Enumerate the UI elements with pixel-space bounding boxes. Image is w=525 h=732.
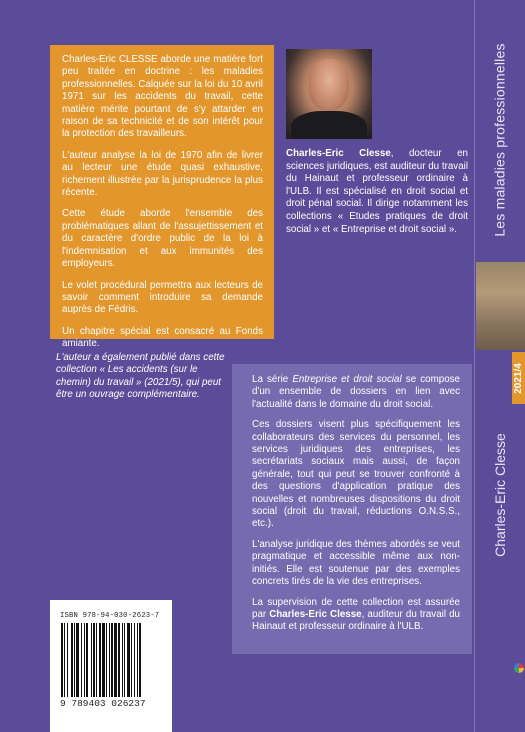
barcode-stripe <box>106 623 107 697</box>
barcode-stripe <box>93 623 95 697</box>
barcode-stripe <box>86 623 88 697</box>
barcode-stripe <box>131 623 132 697</box>
publisher-logo-icon <box>514 663 524 673</box>
spine-series-title-text: Les maladies professionnelles <box>492 43 509 237</box>
series-name: Entreprise et droit social <box>292 374 402 385</box>
summary-paragraph: Charles-Eric CLESSE aborde une matière fort peu traitée en doctrine : les maladies professionnelles. Calquée sur la loi du 10 avril 1971 sur les accidents du travail, cette matière mérite pourtant de s'y attarder en raison de sa technicité et de son intérêt pour la protection des travailleurs. <box>62 54 263 140</box>
author-name: Charles-Eric Clesse <box>286 148 391 159</box>
spine-author <box>476 410 524 580</box>
also-published-note: L'auteur a également publié dans cette collection « Les accidents (sur le chemin) du travail » (2021/5), qui peut être un ouvrage complémentaire. <box>56 352 225 401</box>
barcode-stripe <box>114 623 117 697</box>
barcode-stripe <box>71 623 73 697</box>
spine-series-title <box>476 40 524 240</box>
summary-paragraph: Cette étude aborde l'ensemble des problématiques allant de l'assujettissement et du caractère d'ordre public de la loi à l'indemnisation et aux immunités des employeurs. <box>62 208 263 270</box>
collection-paragraph: Ces dossiers visent plus spécifiquement les collaborateurs des services du personnel, les services juridiques des entreprises, les secrétariats sociaux mais aussi, de façon générale, tout qui peut se trouver confronté à des questions d'application pratique des nouvelles et nombreuses dispositions du droit social (droit du travail, réductions O.N.S.S., etc.). <box>252 419 460 530</box>
collection-paragraph: La supervision de cette collection est assurée par Charles-Eric Clesse, auditeur du travail du Hainaut et professeur ordinaire à l'ULB. <box>252 596 460 633</box>
barcode-stripe <box>61 623 63 697</box>
barcode-stripe <box>96 623 97 697</box>
barcode-stripe <box>99 623 101 697</box>
barcode-bars <box>60 623 164 697</box>
spine-divider <box>474 0 475 732</box>
barcode-stripe <box>102 623 105 697</box>
summary-paragraph: Le volet procédural permettra aux lecteurs de savoir comment introduire sa demande auprès de Fédris. <box>62 279 263 316</box>
barcode-stripe <box>64 623 65 697</box>
spine-author-text: Charles-Eric Clesse <box>492 433 509 557</box>
author-bio-text: , docteur en sciences juridiques, est auditeur du travail du Hainaut et professeur ordinaire à l'ULB. Il est spécialisé en droit social et droit pénal social. Il dirige notamment les collections « Etudes pratiques de droit social » et « Entreprise et droit social ». <box>286 148 468 235</box>
barcode-stripe <box>84 623 85 697</box>
barcode-stripe <box>76 623 79 697</box>
barcode-digits: 9 789403 026237 <box>60 698 146 709</box>
barcode-stripe <box>124 623 125 697</box>
spine-volume-text: 2021/4 <box>513 362 524 394</box>
summary-box <box>50 45 274 350</box>
collection-box <box>232 364 472 654</box>
spine-cover-image <box>476 262 525 350</box>
collection-paragraph: La série Entreprise et droit social se compose d'un ensemble de dossiers en lien avec l'actualité dans le domaine du droit social. <box>252 374 461 410</box>
barcode-stripe <box>127 623 130 697</box>
supervisor-name: Charles-Eric Clesse <box>269 608 362 620</box>
collection-paragraph: L'analyse juridique des thèmes abordés se veut pragmatique et accessible même aux non-initiés. Elle est soutenue par des exemples concrets tirés de la vie des entreprises. <box>252 538 460 588</box>
spine-volume-badge <box>512 352 525 404</box>
barcode-stripe <box>67 623 68 697</box>
barcode-stripe <box>74 623 75 697</box>
barcode-stripe <box>139 623 141 697</box>
barcode-stripe <box>109 623 110 697</box>
barcode <box>50 600 172 732</box>
author-bio <box>286 148 468 236</box>
barcode-stripe <box>118 623 120 697</box>
barcode-stripe <box>137 623 138 697</box>
summary-paragraph: L'auteur analyse la loi de 1970 afin de livrer au lecteur une étude quasi exhaustive, richement illustrée par la jurisprudence la plus récente. <box>62 149 263 199</box>
barcode-stripe <box>111 623 113 697</box>
isbn-label: ISBN 978-94-030-2623-7 <box>60 612 160 620</box>
barcode-stripe <box>81 623 82 697</box>
author-photo <box>286 49 372 139</box>
summary-paragraph: Un chapitre spécial est consacré au Fonds amiante. <box>62 325 263 350</box>
barcode-stripe <box>134 623 135 697</box>
barcode-stripe <box>122 623 123 697</box>
barcode-stripe <box>91 623 92 697</box>
